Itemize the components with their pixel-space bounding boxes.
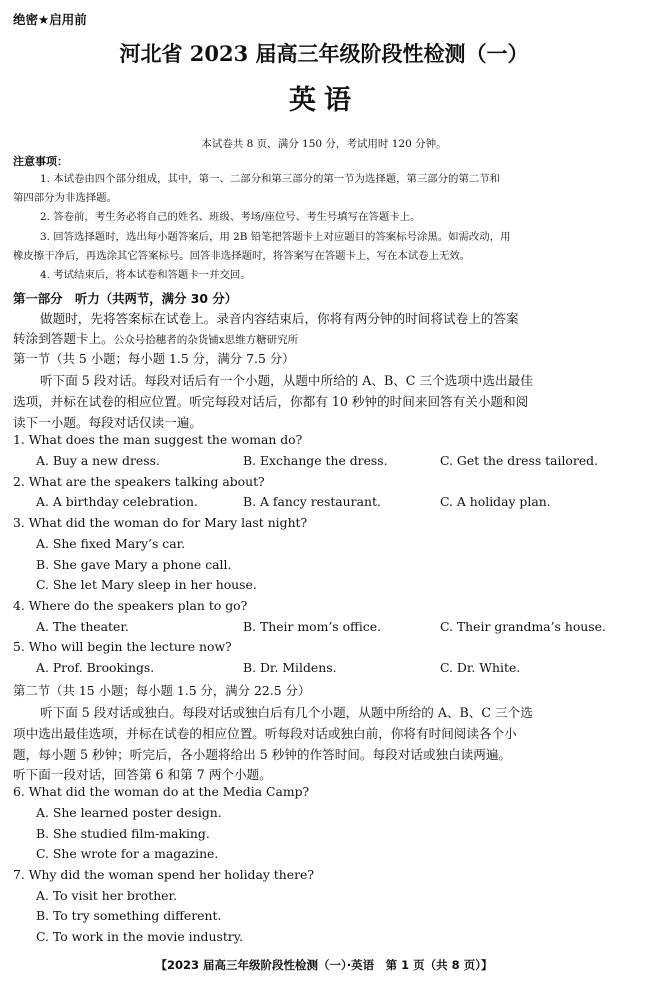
option-b: B. To try something different. <box>36 908 222 923</box>
part1-instr-end: 转涂到答题卡上。 <box>13 331 114 346</box>
notice-line: 1. 本试卷由四个部分组成，其中，第一、二部分和第三部分的第一节为选择题，第三部分的第二节和 <box>40 173 501 185</box>
option-c: C. Their grandma’s house. <box>440 619 606 634</box>
option-c: C. Dr. White. <box>440 660 521 675</box>
section2-instr: 听下面 5 段对话或独白。每段对话或独白后有几个小题，从题中所给的 A、B、C 三个选 <box>40 705 533 720</box>
exam-info: 本试卷共 8 页，满分 150 分，考试用时 120 分钟。 <box>201 138 447 150</box>
question-6: 6. What did the woman do at the Media Camp? <box>13 784 310 799</box>
subject-title: 英语 <box>289 85 359 116</box>
notice-line: 4. 考试结束后，将本试卷和答题卡一并交回。 <box>40 269 251 281</box>
option-b: B. Dr. Mildens. <box>243 660 337 675</box>
section1-heading: 第一节（共 5 小题；每小题 1.5 分，满分 7.5 分） <box>13 351 295 366</box>
notice-line: 橡皮擦干净后，再选涂其它答案标号。回答非选择题时，将答案写在答题卡上，写在本试卷上无效。 <box>13 250 471 262</box>
question-1: 1. What does the man suggest the woman do? <box>13 432 303 447</box>
exam-title: 河北省 2023 届高三年级阶段性检测（一） <box>119 41 529 66</box>
option-c: C. She wrote for a magazine. <box>36 846 219 861</box>
watermark-text: 公众号拾穗者的杂货铺x思维方糖研究所 <box>113 334 299 346</box>
secret-label: 绝密★启用前 <box>13 12 87 27</box>
option-a: A. The theater. <box>36 619 129 634</box>
section2-instr: 项中选出最佳选项，并标在试卷的相应位置。听每段对话或独白前，你将有时间阅读各个小 <box>13 726 517 741</box>
section2-sub: 听下面一段对话，回答第 6 和第 7 两个小题。 <box>13 767 272 782</box>
notice-line: 第四部分为非选择题。 <box>13 192 117 204</box>
option-a: A. Prof. Brookings. <box>36 660 155 675</box>
notice-heading: 注意事项： <box>13 155 68 168</box>
notice-line: 3. 回答选择题时，选出每小题答案后，用 2B 铅笔把答题卡上对应题目的答案标号涂黑。如需改动，用 <box>40 231 511 243</box>
option-a: A. Buy a new dress. <box>36 453 160 468</box>
option-b: B. She studied film-making. <box>36 826 210 841</box>
part1-instr <box>13 328 298 347</box>
question-2: 2. What are the speakers talking about? <box>13 474 265 489</box>
part1-instr: 做题时，先将答案标在试卷上。录音内容结束后，你将有两分钟的时间将试卷上的答案 <box>40 311 519 326</box>
option-a: A. She learned poster design. <box>36 805 222 820</box>
option-c: C. Get the dress tailored. <box>440 453 599 468</box>
part1-heading: 第一部分 听力（共两节，满分 30 分） <box>13 291 238 306</box>
section1-instr: 听下面 5 段对话。每段对话后有一个小题，从题中所给的 A、B、C 三个选项中选出最佳 <box>40 373 533 388</box>
question-5: 5. Who will begin the lecture now? <box>13 639 232 654</box>
option-b: B. Exchange the dress. <box>243 453 388 468</box>
question-7: 7. Why did the woman spend her holiday there? <box>13 867 314 882</box>
notice-line: 2. 答卷前，考生务必将自己的姓名、班级、考场/座位号、考生号填写在答题卡上。 <box>40 211 421 223</box>
option-a: A. To visit her brother. <box>36 888 178 903</box>
question-4: 4. Where do the speakers plan to go? <box>13 598 248 613</box>
option-a: A. A birthday celebration. <box>36 494 198 509</box>
page-footer: 【2023 届高三年级阶段性检测（一）·英语 第 1 页（共 8 页）】 <box>155 958 493 972</box>
option-a: A. She fixed Mary’s car. <box>36 536 186 551</box>
option-b: B. A fancy restaurant. <box>243 494 381 509</box>
option-c: C. She let Mary sleep in her house. <box>36 577 257 592</box>
option-c: C. To work in the movie industry. <box>36 929 244 944</box>
section1-instr: 选项，并标在试卷的相应位置。听完每段对话后，你都有 10 秒钟的时间来回答有关小题和阅 <box>13 394 529 409</box>
option-b: B. Their mom’s office. <box>243 619 382 634</box>
section2-heading: 第二节（共 15 小题；每小题 1.5 分，满分 22.5 分） <box>13 683 311 698</box>
section2-instr: 题，每小题 5 秒钟；听完后，各小题将给出 5 秒钟的作答时间。每段对话或独白读两遍。 <box>13 747 512 762</box>
option-c: C. A holiday plan. <box>440 494 551 509</box>
section1-instr: 读下一小题。每段对话仅读一遍。 <box>13 415 202 430</box>
option-b: B. She gave Mary a phone call. <box>36 557 232 572</box>
question-3: 3. What did the woman do for Mary last night? <box>13 515 308 530</box>
